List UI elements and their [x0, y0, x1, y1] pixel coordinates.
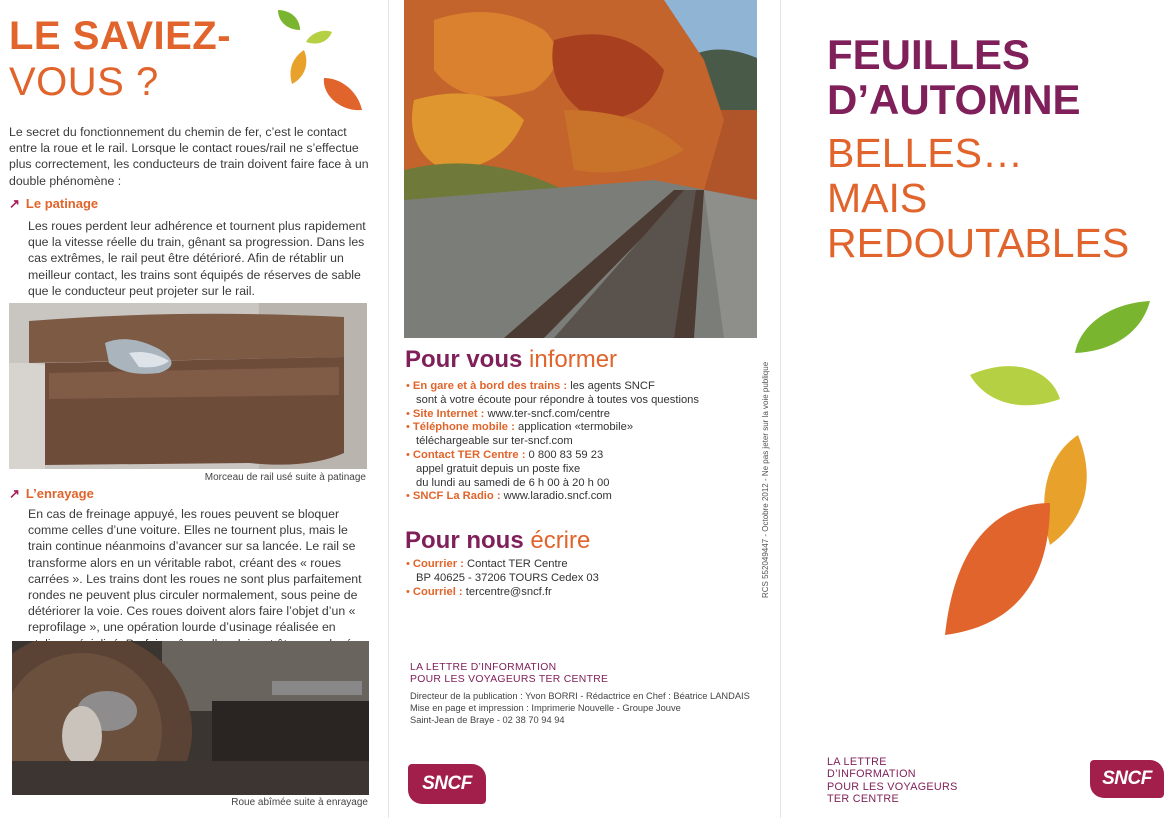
list-item-detail: du lundi au samedi de 6 h 00 à 20 h 00: [416, 476, 610, 489]
arrow-icon: ↗: [9, 486, 20, 501]
list-item: • En gare et à bord des trains : les agents SNCF: [406, 380, 655, 392]
list-item: • Contact TER Centre : 0 800 83 59 23: [406, 448, 604, 461]
cover-panel: [780, 0, 1174, 818]
cover-subtitle-line2: MAIS: [827, 175, 928, 221]
autumn-railway-photo: [404, 0, 757, 338]
cover-subtitle-line3: REDOUTABLES: [827, 220, 1130, 266]
photo2-caption: Roue abîmée suite à enrayage: [231, 797, 368, 808]
enrayage-heading: ↗ L’enrayage: [9, 486, 94, 501]
list-item-detail: téléchargeable sur ter-sncf.com: [416, 435, 573, 448]
informer-heading: Pour vous informer: [405, 346, 618, 373]
list-item: • Courrier : Contact TER Centre: [406, 558, 568, 570]
autumn-leaves-illustration: [930, 295, 1165, 655]
website-link[interactable]: www.ter-sncf.com/centre: [487, 407, 610, 420]
left-panel: [0, 0, 388, 818]
legal-vertical-text: RCS 552049447 - Octobre 2012 - Ne pas jeter sur la voie publique: [761, 361, 770, 598]
intro-paragraph: Le secret du fonctionnement du chemin de fer, c’est le contact entre la roue et le rail. Lorsque le contact roues/rail ne s’effectue plus correctement, les conducteurs de train doivent faire face à un double phénomène :: [9, 125, 369, 188]
leaf-yellow: [1044, 435, 1087, 545]
list-item-detail: appel gratuit depuis un poste fixe: [416, 462, 581, 475]
cover-title-line2: D’AUTOMNE: [827, 76, 1081, 123]
leaf-orange: [945, 503, 1050, 635]
leaf-lime-small: [306, 31, 332, 44]
arrow-icon: ↗: [9, 196, 20, 211]
middle-panel: [388, 0, 780, 818]
leaf-yellow-small: [291, 50, 307, 84]
autumn-leaves-illustration: [270, 6, 370, 118]
title-line1: LE SAVIEZ-: [9, 14, 232, 58]
leaf-orange-small: [324, 78, 362, 110]
list-item: • Courriel : tercentre@sncf.fr: [406, 585, 552, 598]
leaf-lime: [970, 366, 1060, 405]
leaf-green-small: [278, 10, 300, 30]
list-item: • Site Internet : www.ter-sncf.com/centre: [406, 407, 610, 420]
email-link[interactable]: tercentre@sncf.fr: [465, 585, 552, 598]
info-list: [406, 380, 746, 504]
sncf-logo: SNCF: [1090, 760, 1164, 798]
radio-link[interactable]: www.laradio.sncf.com: [503, 490, 612, 503]
list-item-detail: BP 40625 - 37206 TOURS Cedex 03: [416, 571, 599, 584]
publication-credits: Directeur de la publication : Yvon BORRI - Rédactrice en Chef : Béatrice LANDAIS Mise en page et impression : Imprimerie Nouvelle - Groupe Jouve Saint-Jean de Braye - 02 38 70 94 94: [410, 691, 750, 725]
cover-title-line1: FEUILLES: [827, 31, 1031, 78]
newsletter-label: LA LETTRE D’INFORMATION POUR LES VOYAGEURS TER CENTRE: [827, 756, 958, 805]
sncf-logo: SNCF: [408, 764, 486, 804]
enrayage-paragraph: En cas de freinage appuyé, les roues peuvent se bloquer comme celles d’une voiture. Elles ne tournent plus, mais le train continue néanmoins d’avancer sur sa lancée. Le rail se transforme alors en un véritable rabot, créant des « roues carrées ». Les trains dont les roues ne sont plus parfaitement rondes ne peuvent plus circuler normalement, sous peine de détériorer la voie. Ces roues doivent alors faire l’objet d’un « reprofilage », une opération lourde d’usinage réalisée en: [28, 507, 362, 635]
worn-rail-photo: [9, 303, 367, 469]
patinage-heading: ↗ Le patinage: [9, 196, 99, 211]
photo1-caption: Morceau de rail usé suite à patinage: [204, 472, 366, 483]
list-item: • SNCF La Radio : www.laradio.sncf.com: [406, 490, 612, 503]
cover-subtitle-line1: BELLES…: [827, 130, 1023, 176]
title-line2: VOUS ?: [9, 60, 159, 104]
damaged-wheel-photo: [12, 641, 369, 795]
write-list: [406, 558, 746, 599]
list-item: • Téléphone mobile : application «termobile»: [406, 421, 634, 434]
list-item-detail: sont à votre écoute pour répondre à toutes vos questions: [416, 393, 699, 406]
leaf-green: [1075, 301, 1150, 353]
patinage-paragraph: Les roues perdent leur adhérence et tournent plus rapidement que la vitesse réelle du train, gênant sa progression. Dans les cas extrêmes, le rail peut être détérioré. Afin de rétablir un meilleur contact, les trains sont équipés de réserves de sable que le conducteur peut projeter sur le rail.: [28, 219, 366, 298]
ecrire-heading: Pour nous écrire: [405, 527, 591, 554]
newsletter-label: LA LETTRE D’INFORMATION POUR LES VOYAGEURS TER CENTRE: [410, 662, 609, 685]
